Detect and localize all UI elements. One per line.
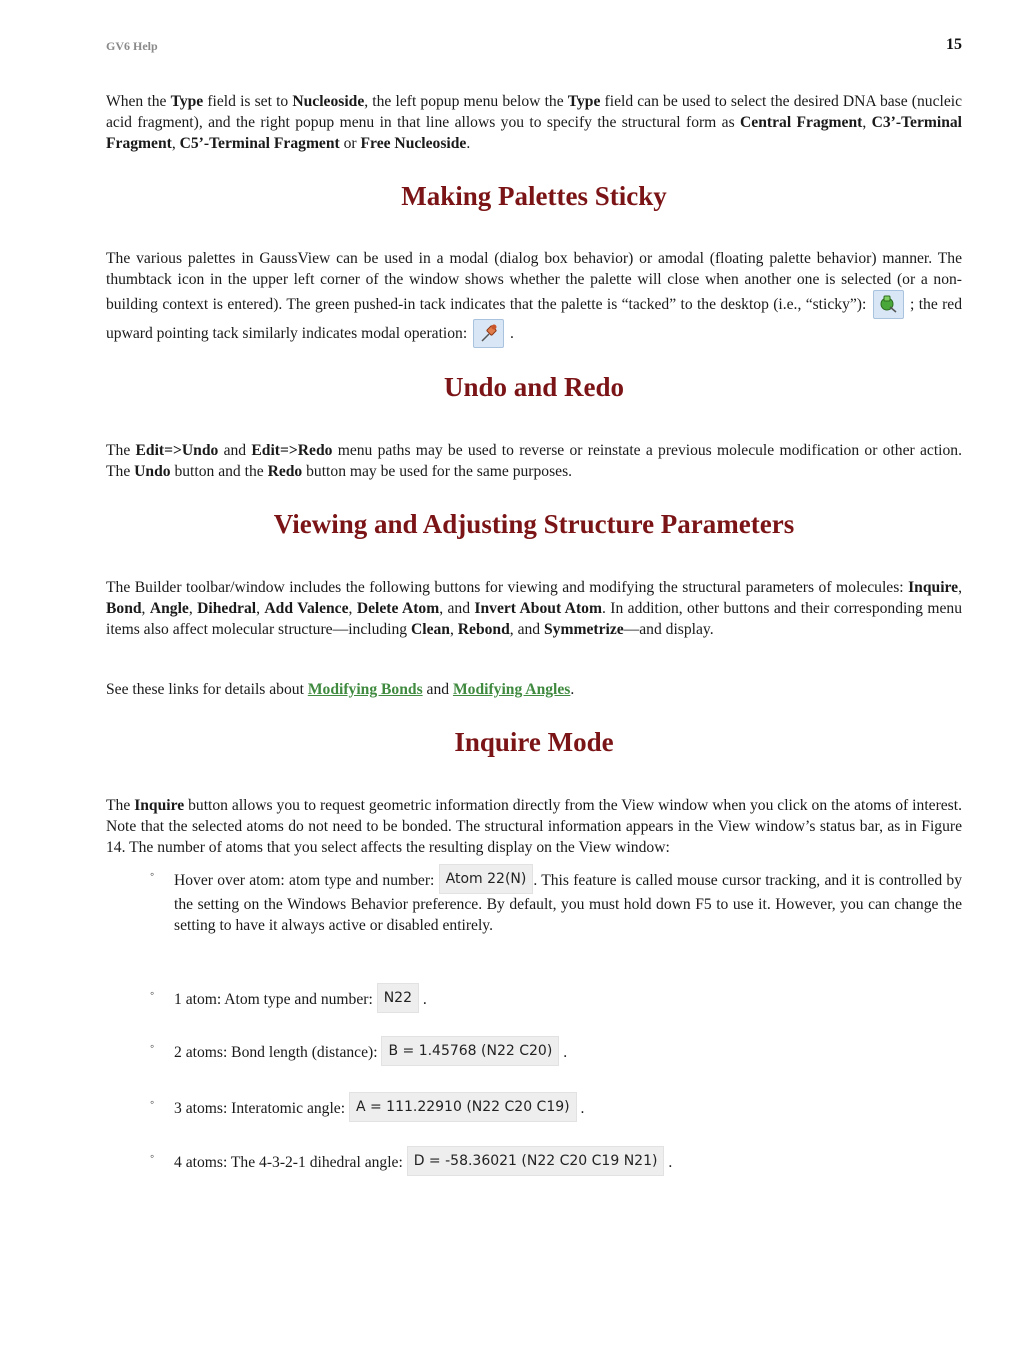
bullet: ◦ bbox=[150, 986, 155, 1000]
bullet: ◦ bbox=[150, 1149, 155, 1163]
bullet: ◦ bbox=[150, 867, 155, 881]
bullet: ◦ bbox=[150, 1095, 155, 1109]
bullet: ◦ bbox=[150, 1039, 155, 1053]
viewing-paragraph: The Builder toolbar/window includes the following buttons for viewing and modifying the structural parameters of molecules: Inquire, Bond, Angle, Dihedral, Add Valence, Delete Atom, and Invert About Atom. In addition, other buttons and their corresponding menu items also affect molecular structure—including Clean, Rebond, and Symmetrize—and display. bbox=[106, 579, 963, 638]
status-readout: D = -58.36021 (N22 C20 C19 N21) bbox=[407, 1146, 665, 1176]
status-readout: B = 1.45768 (N22 C20) bbox=[381, 1036, 559, 1066]
list-item: ◦ 1 atom: Atom type and number: N22 . bbox=[154, 983, 962, 1013]
modifying-angles-link[interactable]: Modifying Angles bbox=[452, 681, 571, 698]
red-upward-tack-icon bbox=[473, 319, 504, 348]
page-number: 15 bbox=[946, 36, 962, 53]
sticky-paragraph: The various palettes in GaussView can be used in a modal (dialog box behavior) or amodal (floating palette behavior) manner. The thumbtack icon in the upper left corner of the window shows whether the palette will close when another one is selected (or a non-building context is entered). The green pushed-in tack indicates that the palette is “tacked” to the desktop (i.e., “sticky”): ; the red upward pointing tack similarly indicates modal operation: . bbox=[106, 248, 962, 348]
list-item: ◦ 3 atoms: Interatomic angle: A = 111.22910 (N22 C20 C19) . bbox=[154, 1092, 962, 1122]
running-header-title: GV6 Help bbox=[106, 39, 158, 53]
heading-making-palettes-sticky: Making Palettes Sticky bbox=[401, 181, 667, 211]
green-pushed-in-tack-icon bbox=[873, 290, 904, 319]
heading-undo-and-redo: Undo and Redo bbox=[443, 372, 625, 402]
status-readout: N22 bbox=[377, 983, 419, 1013]
status-readout: Atom 22(N) bbox=[439, 864, 534, 894]
inquire-paragraph: The Inquire button allows you to request geometric information directly from the View window when you click on the atoms of interest. Note that the selected atoms do not need to be bonded. The structural information appears in the View window’s status bar, as in Figure 14. The number of atoms that you select affects the resulting display on the View window: bbox=[106, 797, 962, 856]
list-item: ◦ 2 atoms: Bond length (distance): B = 1.45768 (N22 C20) . bbox=[154, 1036, 962, 1066]
list-item: ◦ Hover over atom: atom type and number: Atom 22(N) . This feature is called mouse cursor tracking, and it is controlled by the setting on the Windows Behavior preference. By default, you must hold down F5 to use it. However, you can change the setting to have it always active or disabled entirely. bbox=[154, 864, 962, 936]
see-links-paragraph: See these links for details about Modifying Bonds and Modifying Angles. bbox=[106, 681, 575, 698]
undo-paragraph: The Edit=>Undo and Edit=>Redo menu paths may be used to reverse or reinstate a previous molecule modification or other action. The Undo button and the Redo button may be used for the same purposes. bbox=[106, 442, 962, 480]
modifying-bonds-link[interactable]: Modifying Bonds bbox=[307, 681, 423, 698]
list-item: ◦ 4 atoms: The 4-3-2-1 dihedral angle: D = -58.36021 (N22 C20 C19 N21) . bbox=[154, 1146, 962, 1176]
heading-viewing-and-adjusting: Viewing and Adjusting Structure Parameters bbox=[273, 509, 795, 539]
status-readout: A = 111.22910 (N22 C20 C19) bbox=[349, 1092, 577, 1122]
heading-inquire-mode: Inquire Mode bbox=[454, 727, 614, 757]
intro-paragraph: When the Type field is set to Nucleoside, the left popup menu below the Type field can be used to select the desired DNA base (nucleic acid fragment), and the right popup menu in that line allows you to specify the structural form as Central Fragment, C3’-Terminal Fragment, C5’-Terminal Fragment or Free Nucleoside. bbox=[106, 93, 963, 152]
